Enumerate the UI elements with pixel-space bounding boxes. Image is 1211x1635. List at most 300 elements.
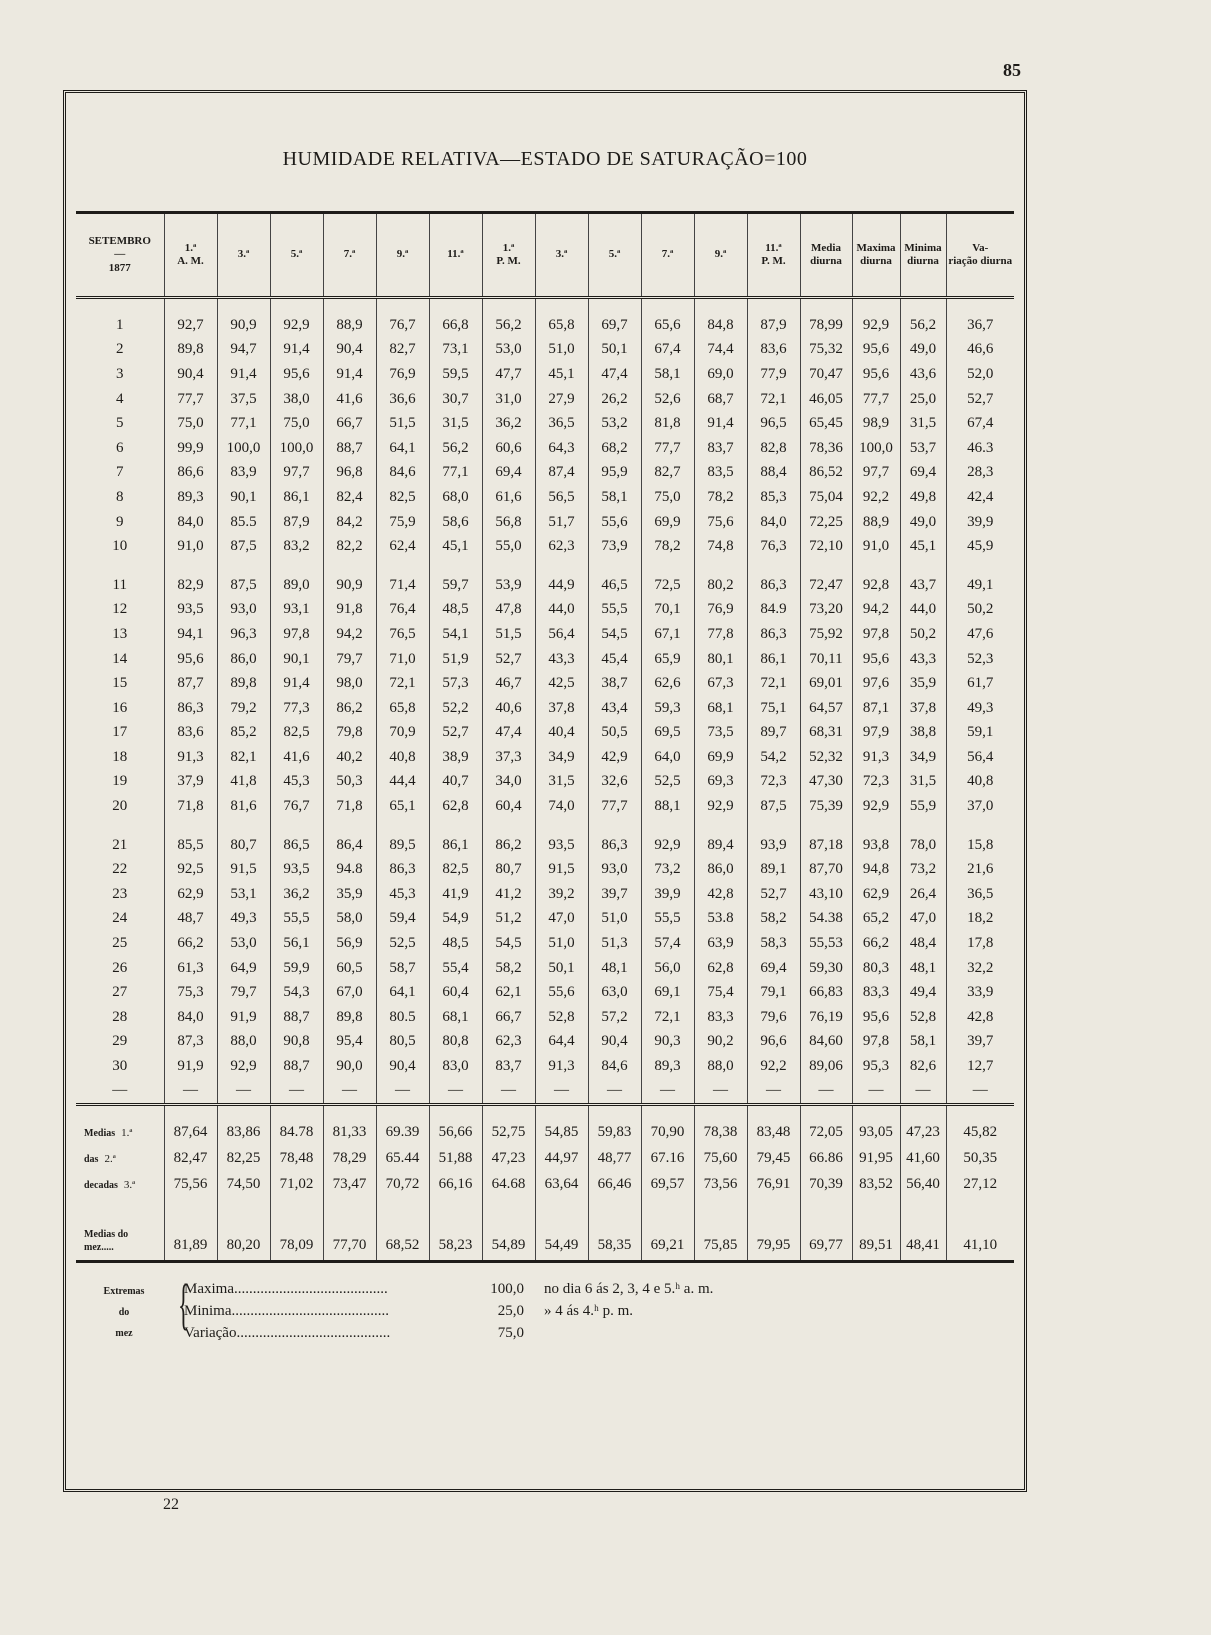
- value-cell: 87,9: [747, 313, 800, 338]
- value-cell: 59,7: [429, 573, 482, 598]
- value-cell: 86,1: [747, 647, 800, 672]
- value-cell: 62,9: [852, 882, 900, 907]
- value-cell: 83,3: [694, 1005, 747, 1030]
- table-row: [76, 534, 1014, 559]
- extreme-value: 100,0: [490, 1281, 524, 1297]
- decade-value: 47,23: [900, 1120, 946, 1146]
- value-cell: 78,2: [694, 485, 747, 510]
- value-cell: 45,9: [946, 534, 1014, 559]
- dash-cell: —: [900, 1079, 946, 1105]
- value-cell: 79,8: [323, 721, 376, 746]
- value-cell: 47,4: [588, 362, 641, 387]
- value-cell: 49,0: [900, 338, 946, 363]
- dash-row: [76, 1079, 1014, 1105]
- value-cell: 39,9: [641, 882, 694, 907]
- value-cell: 42,9: [588, 745, 641, 770]
- value-cell: 53.8: [694, 907, 747, 932]
- table-row: [76, 794, 1014, 819]
- value-cell: 40,2: [323, 745, 376, 770]
- value-cell: 36,7: [946, 313, 1014, 338]
- table-row: [76, 907, 1014, 932]
- value-cell: 72,10: [800, 534, 852, 559]
- spacer-cell: [482, 559, 535, 573]
- value-cell: 62,9: [164, 882, 217, 907]
- value-cell: 65,2: [852, 907, 900, 932]
- value-cell: 90,2: [694, 1030, 747, 1055]
- value-cell: 48,7: [164, 907, 217, 932]
- extremes-label: [84, 1281, 164, 1344]
- value-cell: 53,1: [217, 882, 270, 907]
- decade-value: 54,85: [535, 1120, 588, 1146]
- spacer-cell: [376, 559, 429, 573]
- value-cell: 40,8: [376, 745, 429, 770]
- value-cell: 65,8: [376, 696, 429, 721]
- value-cell: 89,06: [800, 1054, 852, 1079]
- header-line: 1.ª: [502, 241, 515, 254]
- value-cell: 61,6: [482, 485, 535, 510]
- value-cell: 55,5: [270, 907, 323, 932]
- day-cell: 8: [116, 488, 124, 505]
- value-cell: 83,5: [694, 461, 747, 486]
- value-cell: 95,6: [270, 362, 323, 387]
- value-cell: 37,8: [535, 696, 588, 721]
- value-cell: 55,4: [429, 956, 482, 981]
- dash-cell: —: [270, 1079, 323, 1105]
- decade-value: 41,60: [900, 1146, 946, 1172]
- day-cell: 18: [112, 748, 128, 765]
- value-cell: 37,0: [946, 794, 1014, 819]
- table-row: [76, 485, 1014, 510]
- table-row: [76, 1005, 1014, 1030]
- value-cell: 55,53: [800, 931, 852, 956]
- value-cell: 43,10: [800, 882, 852, 907]
- value-cell: 59,9: [270, 956, 323, 981]
- value-cell: 86,5: [270, 833, 323, 858]
- value-cell: 87,3: [164, 1030, 217, 1055]
- spacer-cell: [946, 559, 1014, 573]
- value-cell: 59,3: [641, 696, 694, 721]
- value-cell: 55,5: [641, 907, 694, 932]
- value-cell: 46,7: [482, 671, 535, 696]
- header-line: 3.ª: [555, 248, 568, 261]
- value-cell: 54.38: [800, 907, 852, 932]
- value-cell: 38,8: [900, 721, 946, 746]
- day-cell: 28: [112, 1008, 128, 1025]
- value-cell: 95,6: [852, 647, 900, 672]
- decade-value: 56,66: [429, 1120, 482, 1146]
- value-cell: 56,0: [641, 956, 694, 981]
- value-cell: 63,0: [588, 980, 641, 1005]
- value-cell: 82,5: [429, 857, 482, 882]
- value-cell: 17,8: [946, 931, 1014, 956]
- spacer-cell: [535, 1104, 588, 1120]
- value-cell: 32,2: [946, 956, 1014, 981]
- value-cell: 89,5: [376, 833, 429, 858]
- value-cell: 91,0: [852, 534, 900, 559]
- decade-value: 70,72: [376, 1172, 429, 1198]
- value-cell: 66,2: [164, 931, 217, 956]
- value-cell: 42,4: [946, 485, 1014, 510]
- value-cell: 100,0: [217, 436, 270, 461]
- value-cell: 93,0: [588, 857, 641, 882]
- day-cell: 3: [116, 365, 124, 382]
- value-cell: 88,0: [217, 1030, 270, 1055]
- spacer-cell: [641, 559, 694, 573]
- value-cell: 31,5: [900, 770, 946, 795]
- value-cell: 69,5: [641, 721, 694, 746]
- header-cell: [900, 213, 946, 298]
- value-cell: 64,1: [376, 436, 429, 461]
- value-cell: 68,31: [800, 721, 852, 746]
- value-cell: 69,9: [694, 745, 747, 770]
- table-row: [76, 770, 1014, 795]
- value-cell: 35,9: [900, 671, 946, 696]
- value-cell: 31,5: [429, 411, 482, 436]
- spacer-cell: [323, 1104, 376, 1120]
- value-cell: 75,39: [800, 794, 852, 819]
- value-cell: 79,1: [747, 980, 800, 1005]
- table-row: [76, 647, 1014, 672]
- value-cell: 41,9: [429, 882, 482, 907]
- value-cell: 51,3: [588, 931, 641, 956]
- spacer-cell: [535, 298, 588, 314]
- value-cell: 68,7: [694, 387, 747, 412]
- table-row: [76, 387, 1014, 412]
- table-row: [76, 721, 1014, 746]
- value-cell: 67,1: [641, 622, 694, 647]
- value-cell: 28,3: [946, 461, 1014, 486]
- day-cell: 16: [112, 699, 128, 716]
- value-cell: 41,8: [217, 770, 270, 795]
- value-cell: 57,4: [641, 931, 694, 956]
- value-cell: 36,5: [946, 882, 1014, 907]
- spacer-cell: [588, 559, 641, 573]
- value-cell: 31,5: [900, 411, 946, 436]
- day-cell: 5: [116, 415, 124, 432]
- table-row: [76, 931, 1014, 956]
- value-cell: 58,1: [588, 485, 641, 510]
- spacer-cell: [482, 298, 535, 314]
- value-cell: 78,36: [800, 436, 852, 461]
- spacer-cell: [747, 819, 800, 833]
- value-cell: 39,2: [535, 882, 588, 907]
- value-cell: 92,9: [217, 1054, 270, 1079]
- value-cell: 69,4: [747, 956, 800, 981]
- day-cell: 1: [116, 316, 124, 333]
- value-cell: 80,7: [482, 857, 535, 882]
- value-cell: 49,4: [900, 980, 946, 1005]
- table-row: [76, 857, 1014, 882]
- value-cell: 86,3: [588, 833, 641, 858]
- value-cell: 89,1: [747, 857, 800, 882]
- decade-value: 78,38: [694, 1120, 747, 1146]
- value-cell: 42,5: [535, 671, 588, 696]
- value-cell: 55,5: [588, 598, 641, 623]
- value-cell: 73,1: [429, 338, 482, 363]
- value-cell: 38,7: [588, 671, 641, 696]
- value-cell: 79,7: [217, 980, 270, 1005]
- value-cell: 47,7: [482, 362, 535, 387]
- value-cell: 91,3: [852, 745, 900, 770]
- header-line: 3.ª: [237, 248, 250, 261]
- value-cell: 83,0: [429, 1054, 482, 1079]
- dash-cell: —: [946, 1079, 1014, 1105]
- value-cell: 77,7: [164, 387, 217, 412]
- spacer-cell: [217, 559, 270, 573]
- value-cell: 83,3: [852, 980, 900, 1005]
- header-cell: [852, 213, 900, 298]
- brace-glyph: {: [178, 1274, 189, 1336]
- value-cell: 69,3: [694, 770, 747, 795]
- value-cell: 63,9: [694, 931, 747, 956]
- spacer-cell: [946, 1104, 1014, 1120]
- value-cell: 43,4: [588, 696, 641, 721]
- value-cell: 52,8: [900, 1005, 946, 1030]
- value-cell: 76,19: [800, 1005, 852, 1030]
- value-cell: 84,2: [323, 510, 376, 535]
- value-cell: 62,8: [694, 956, 747, 981]
- value-cell: 44,0: [535, 598, 588, 623]
- value-cell: 94,2: [852, 598, 900, 623]
- value-cell: 50,1: [588, 338, 641, 363]
- decade-value: 75,60: [694, 1146, 747, 1172]
- value-cell: 85.5: [217, 510, 270, 535]
- value-cell: 97,6: [852, 671, 900, 696]
- value-cell: 60,4: [429, 980, 482, 1005]
- value-cell: 88,7: [270, 1054, 323, 1079]
- header-line: P. M.: [761, 255, 786, 267]
- value-cell: 54,1: [429, 622, 482, 647]
- value-cell: 88,9: [852, 510, 900, 535]
- value-cell: 66,2: [852, 931, 900, 956]
- value-cell: 60,5: [323, 956, 376, 981]
- page-number: 85: [1003, 60, 1021, 80]
- day-cell: 27: [112, 984, 128, 1001]
- value-cell: 97,8: [852, 1030, 900, 1055]
- value-cell: 92,5: [164, 857, 217, 882]
- value-cell: 81,6: [217, 794, 270, 819]
- value-cell: 25,0: [900, 387, 946, 412]
- value-cell: 83,7: [482, 1054, 535, 1079]
- value-cell: 56,5: [535, 485, 588, 510]
- signature-mark: 22: [163, 1496, 179, 1513]
- decade-ordinal: 2.ª: [104, 1152, 116, 1165]
- value-cell: 64,0: [641, 745, 694, 770]
- value-cell: 86,3: [164, 696, 217, 721]
- dash-cell: —: [641, 1079, 694, 1105]
- dash-cell: —: [429, 1079, 482, 1105]
- day-cell: 4: [116, 390, 124, 407]
- value-cell: 89,8: [164, 338, 217, 363]
- value-cell: 91,3: [535, 1054, 588, 1079]
- value-cell: 37,8: [900, 696, 946, 721]
- value-cell: 91,5: [217, 857, 270, 882]
- header-cell: [270, 213, 323, 298]
- value-cell: 98,9: [852, 411, 900, 436]
- day-cell: 9: [116, 513, 124, 530]
- decade-value: 66,46: [588, 1172, 641, 1198]
- value-cell: 91,4: [694, 411, 747, 436]
- decade-value: 47,23: [482, 1146, 535, 1172]
- table-row: [76, 980, 1014, 1005]
- value-cell: 86,3: [747, 573, 800, 598]
- dash-cell: —: [535, 1079, 588, 1105]
- value-cell: 52,2: [429, 696, 482, 721]
- value-cell: 49,8: [900, 485, 946, 510]
- value-cell: 86,3: [747, 622, 800, 647]
- value-cell: 72,5: [641, 573, 694, 598]
- decade-value: 66,16: [429, 1172, 482, 1198]
- value-cell: 52,7: [946, 387, 1014, 412]
- value-cell: 91,4: [270, 338, 323, 363]
- value-cell: 95,6: [164, 647, 217, 672]
- value-cell: 67,3: [694, 671, 747, 696]
- decade-value: 45,82: [946, 1120, 1014, 1146]
- value-cell: 84,6: [376, 461, 429, 486]
- day-cell: 19: [112, 773, 128, 790]
- value-cell: 76,9: [376, 362, 429, 387]
- day-cell: 10: [112, 538, 128, 555]
- value-cell: 87,18: [800, 833, 852, 858]
- extreme-note: no dia 6 ás 2, 3, 4 e 5.ʰ a. m.: [544, 1281, 714, 1297]
- value-cell: 72,47: [800, 573, 852, 598]
- value-cell: 92,9: [270, 313, 323, 338]
- value-cell: 88,9: [323, 313, 376, 338]
- spacer-cell: [800, 298, 852, 314]
- value-cell: 48,5: [429, 598, 482, 623]
- value-cell: 93,0: [217, 598, 270, 623]
- spacer-cell: [641, 1104, 694, 1120]
- day-cell: 15: [112, 675, 128, 692]
- spacer-cell: [270, 559, 323, 573]
- value-cell: 59,5: [429, 362, 482, 387]
- month-mean-value: 48,41: [900, 1198, 946, 1262]
- value-cell: 59,30: [800, 956, 852, 981]
- value-cell: 37,3: [482, 745, 535, 770]
- decade-value: 82,25: [217, 1146, 270, 1172]
- decade-value: 71,02: [270, 1172, 323, 1198]
- decade-value: 83,52: [852, 1172, 900, 1198]
- value-cell: 51,0: [535, 338, 588, 363]
- value-cell: 38,9: [429, 745, 482, 770]
- value-cell: 40,7: [429, 770, 482, 795]
- header-line: 11.ª: [765, 241, 782, 254]
- value-cell: 58,6: [429, 510, 482, 535]
- value-cell: 80,3: [852, 956, 900, 981]
- header-cell: [482, 213, 535, 298]
- value-cell: 80,5: [376, 1030, 429, 1055]
- spacer-cell: [164, 298, 217, 314]
- value-cell: 69,7: [588, 313, 641, 338]
- decade-value: 63,64: [535, 1172, 588, 1198]
- value-cell: 86,0: [217, 647, 270, 672]
- spacer-cell: [164, 819, 217, 833]
- spacer-cell: [535, 819, 588, 833]
- value-cell: 91,9: [217, 1005, 270, 1030]
- spacer-cell: [641, 819, 694, 833]
- spacer-cell: [323, 559, 376, 573]
- value-cell: 54,5: [588, 622, 641, 647]
- value-cell: 62,6: [641, 671, 694, 696]
- decade-value: 82,47: [164, 1146, 217, 1172]
- value-cell: 74,0: [535, 794, 588, 819]
- value-cell: 54,9: [429, 907, 482, 932]
- spacer-cell: [482, 819, 535, 833]
- value-cell: 76,9: [694, 598, 747, 623]
- value-cell: 47,30: [800, 770, 852, 795]
- value-cell: 68,1: [694, 696, 747, 721]
- value-cell: 76,3: [747, 534, 800, 559]
- decade-value: 70,90: [641, 1120, 694, 1146]
- value-cell: 82,1: [217, 745, 270, 770]
- value-cell: 47,0: [900, 907, 946, 932]
- value-cell: 87,5: [217, 573, 270, 598]
- value-cell: 32,6: [588, 770, 641, 795]
- spacer-cell: [217, 298, 270, 314]
- value-cell: 79,6: [747, 1005, 800, 1030]
- value-cell: 93,8: [852, 833, 900, 858]
- decade-value: 73,56: [694, 1172, 747, 1198]
- value-cell: 58,3: [747, 931, 800, 956]
- decade-value: 66.86: [800, 1146, 852, 1172]
- value-cell: 36,2: [482, 411, 535, 436]
- header-row: [76, 213, 1014, 298]
- value-cell: 41,6: [323, 387, 376, 412]
- header-line: Media: [811, 241, 841, 254]
- header-line: riação diurna: [948, 255, 1013, 267]
- spacer-cell: [694, 559, 747, 573]
- value-cell: 46,6: [946, 338, 1014, 363]
- value-cell: 81,8: [641, 411, 694, 436]
- spacer-cell: [270, 298, 323, 314]
- header-line: —: [114, 248, 126, 261]
- value-cell: 80.5: [376, 1005, 429, 1030]
- value-cell: 89,0: [270, 573, 323, 598]
- decade-value: 76,91: [747, 1172, 800, 1198]
- value-cell: 73,2: [900, 857, 946, 882]
- value-cell: 34,9: [535, 745, 588, 770]
- value-cell: 92,2: [852, 485, 900, 510]
- value-cell: 86,52: [800, 461, 852, 486]
- value-cell: 69,4: [900, 461, 946, 486]
- month-mean-value: 69,77: [800, 1198, 852, 1262]
- value-cell: 93,9: [747, 833, 800, 858]
- value-cell: 52,8: [535, 1005, 588, 1030]
- value-cell: 97,7: [270, 461, 323, 486]
- value-cell: 30,7: [429, 387, 482, 412]
- dash-cell: —: [588, 1079, 641, 1105]
- value-cell: 74,4: [694, 338, 747, 363]
- value-cell: 48,4: [900, 931, 946, 956]
- month-mean-value: 54,49: [535, 1198, 588, 1262]
- table-row: [76, 510, 1014, 535]
- value-cell: 95,6: [852, 338, 900, 363]
- value-cell: 77,8: [694, 622, 747, 647]
- decade-value: 69.39: [376, 1120, 429, 1146]
- header-cell: [641, 213, 694, 298]
- header-cell: [323, 213, 376, 298]
- decade-value: 83,48: [747, 1120, 800, 1146]
- value-cell: 43,3: [900, 647, 946, 672]
- value-cell: 77,7: [852, 387, 900, 412]
- value-cell: 77,7: [641, 436, 694, 461]
- month-mean-value: 75,85: [694, 1198, 747, 1262]
- value-cell: 53,2: [588, 411, 641, 436]
- value-cell: 93,1: [270, 598, 323, 623]
- value-cell: 66,7: [323, 411, 376, 436]
- value-cell: 82,7: [641, 461, 694, 486]
- extremes-label-line: mez: [115, 1328, 133, 1339]
